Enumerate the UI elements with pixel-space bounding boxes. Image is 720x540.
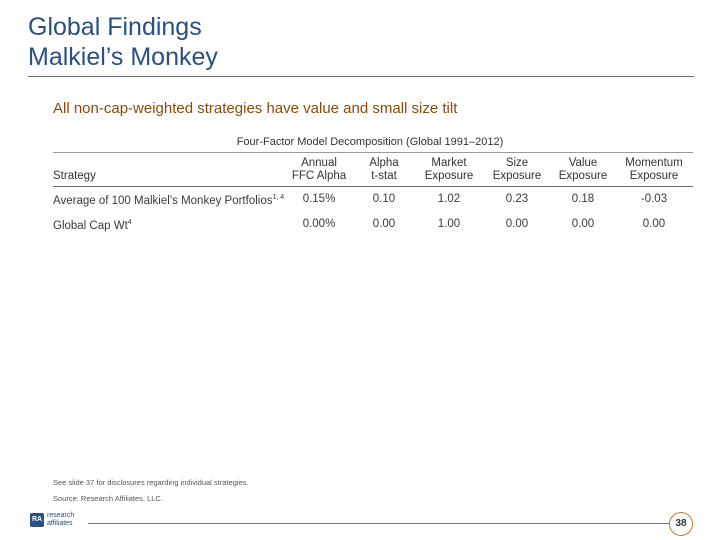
value-cell: 0.00 bbox=[505, 217, 529, 230]
value-cell: 0.00% bbox=[302, 217, 336, 230]
column-header-alpha-tstat: Alpha t-stat bbox=[353, 155, 415, 187]
footnote-ref: 4 bbox=[127, 218, 132, 226]
column-header-momentum-exposure: Momentum Exposure bbox=[615, 155, 693, 187]
research-affiliates-logo bbox=[30, 511, 86, 531]
table-row bbox=[53, 187, 693, 212]
slide-title bbox=[28, 12, 218, 72]
disclosure-footnote: See slide 37 for disclosures regarding individual strategies. bbox=[53, 478, 249, 487]
value-cell: 0.15% bbox=[302, 192, 336, 205]
column-header-size-exposure: Size Exposure bbox=[483, 155, 551, 187]
value-cell: 0.00 bbox=[571, 217, 595, 230]
value-cell: 1.02 bbox=[437, 192, 461, 205]
column-header-annual-ffc-alpha: Annual FFC Alpha bbox=[285, 155, 353, 187]
table-title: Four-Factor Model Decomposition (Global 1991–2012) bbox=[236, 136, 504, 148]
column-header-value-exposure: Value Exposure bbox=[551, 155, 615, 187]
footer-divider bbox=[88, 523, 692, 524]
value-cell: -0.03 bbox=[640, 192, 668, 205]
table-header-row bbox=[53, 155, 693, 187]
slide-title-line2: Malkiel’s Monkey bbox=[28, 43, 218, 71]
value-cell: 1.00 bbox=[437, 217, 461, 230]
slide-subtitle: All non-cap-weighted strategies have value and small size tilt bbox=[53, 100, 458, 117]
strategy-cell: Average of 100 Malkiel’s Monkey Portfolios$^{1, 4}$ bbox=[53, 194, 285, 207]
page-number-badge: 38 bbox=[669, 512, 693, 536]
factor-decomposition-table bbox=[53, 155, 693, 237]
footnote-ref: 1, 4 bbox=[272, 194, 285, 201]
source-footnote: Source: Research Affiliates, LLC. bbox=[53, 494, 163, 503]
table-title-divider bbox=[53, 152, 693, 153]
title-divider bbox=[28, 76, 694, 77]
table-row bbox=[53, 212, 693, 237]
column-header-strategy: Strategy bbox=[53, 155, 285, 187]
logo-mark-icon: RA bbox=[30, 513, 44, 527]
strategy-cell: Global Cap Wt$^4$ bbox=[53, 218, 132, 232]
value-cell: 0.00 bbox=[372, 217, 396, 230]
value-cell: 0.00 bbox=[642, 217, 666, 230]
value-cell: 0.23 bbox=[505, 192, 529, 205]
slide-title-line1: Global Findings bbox=[28, 13, 202, 41]
logo-wordmark: research affiliates bbox=[47, 512, 75, 527]
value-cell: 0.10 bbox=[372, 192, 396, 205]
column-header-market-exposure: Market Exposure bbox=[415, 155, 483, 187]
value-cell: 0.18 bbox=[571, 192, 595, 205]
